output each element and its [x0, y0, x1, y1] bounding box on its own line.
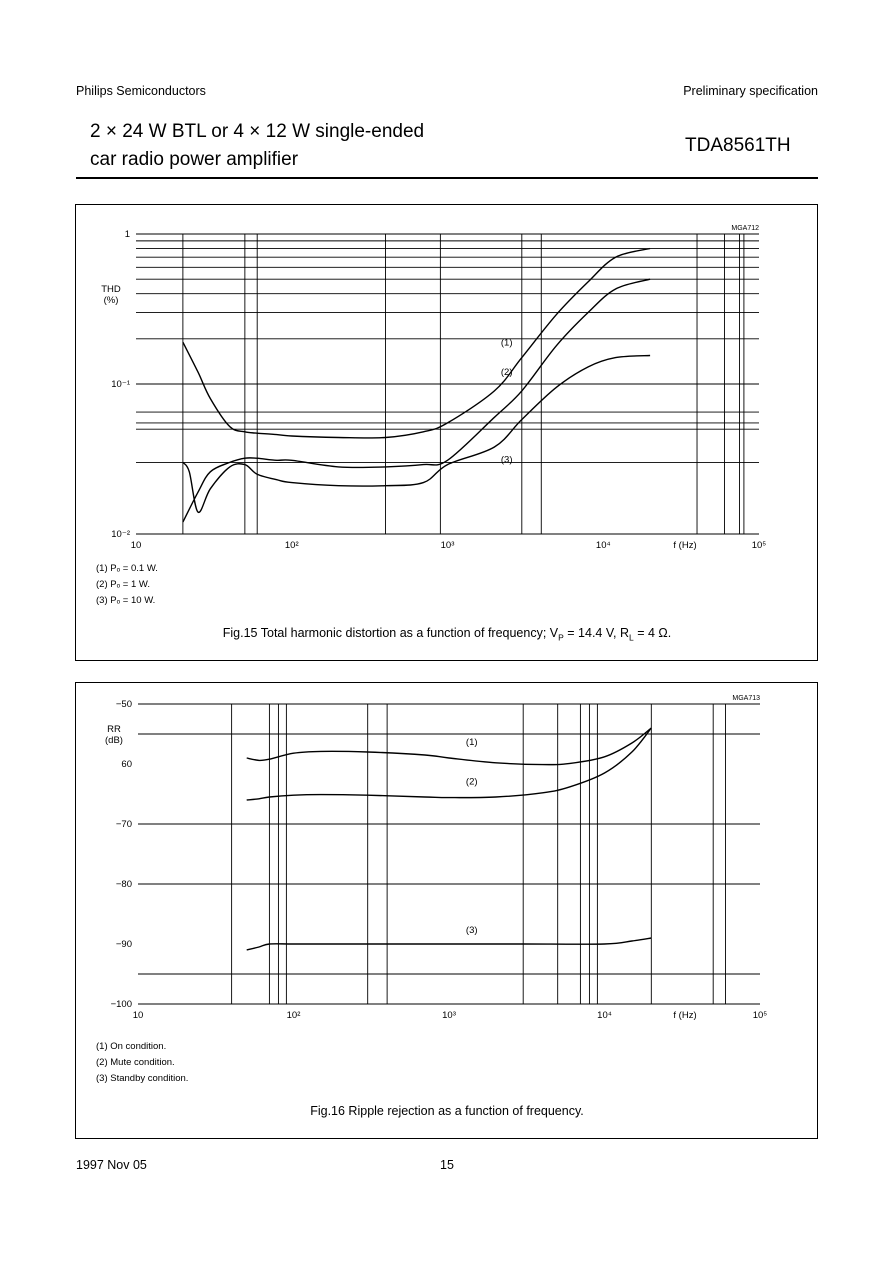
x-tick-label: 10	[130, 540, 142, 551]
y-tick-label: −50	[115, 699, 132, 710]
x-tick-label: 10⁴	[597, 1010, 612, 1021]
series-label-2: (2)	[500, 366, 513, 378]
x-tick-label: 10⁵	[752, 1010, 768, 1021]
fig16-legend-item: (2) Mute condition.	[96, 1057, 175, 1068]
part-number: TDA8561TH	[685, 135, 791, 156]
series-line-2	[183, 279, 650, 522]
page-number: 15	[440, 1158, 454, 1172]
y-tick-label: 60	[121, 759, 132, 770]
fig15-legend-item: (2) Pₒ = 1 W.	[96, 579, 151, 590]
y-tick-label: −100	[110, 999, 132, 1010]
x-tick-label: 10³	[440, 540, 455, 551]
x-tick-label: 10⁵	[751, 540, 767, 551]
series-line-1	[183, 249, 650, 438]
figure-code: MGA712	[731, 225, 759, 232]
fig16-legend-item: (1) On condition.	[96, 1041, 167, 1052]
fig15-legend-item: (1) Pₒ = 0.1 W.	[96, 563, 158, 574]
y-tick-label: −70	[115, 819, 132, 830]
document-title-line2: car radio power amplifier	[90, 149, 299, 170]
series-label-2: (2)	[465, 776, 478, 788]
y-axis-label: THD	[101, 284, 121, 295]
company-name: Philips Semiconductors	[76, 84, 206, 98]
x-tick-label: 10³	[442, 1010, 456, 1021]
y-tick-label: 1	[124, 229, 130, 240]
figure-code: MGA713	[732, 695, 760, 702]
thd-chart	[75, 204, 818, 661]
x-axis-label: f (Hz)	[673, 540, 697, 551]
series-label-3: (3)	[500, 454, 513, 466]
y-tick-label: −80	[115, 879, 132, 890]
fig16-legend-item: (3) Standby condition.	[96, 1073, 189, 1084]
x-tick-label: 10	[132, 1010, 144, 1021]
series-label-3: (3)	[465, 925, 478, 937]
y-tick-label: 10⁻²	[111, 529, 130, 540]
fig16-caption: Fig.16 Ripple rejection as a function of frequency.	[310, 1104, 584, 1118]
y-axis-label: RR	[107, 724, 121, 735]
series-line-3	[247, 938, 652, 950]
series-line-1	[247, 728, 652, 765]
x-axis-label: f (Hz)	[673, 1010, 697, 1021]
y-tick-label: 10⁻¹	[111, 379, 130, 390]
series-line-2	[247, 728, 652, 800]
ripple-rejection-chart	[75, 682, 818, 1139]
footer-date: 1997 Nov 05	[76, 1158, 147, 1172]
y-axis-label: (%)	[103, 295, 119, 306]
series-label-1: (1)	[465, 736, 478, 748]
document-title-line1: 2 × 24 W BTL or 4 × 12 W single-ended	[90, 121, 425, 142]
header-divider	[76, 177, 818, 179]
x-tick-label: 10²	[284, 540, 299, 551]
x-tick-label: 10²	[286, 1010, 301, 1021]
fig15-caption: Fig.15 Total harmonic distortion as a function of frequency; $V_P = 14.4$ V, $R_L = 4$ Ω.	[222, 626, 672, 643]
y-axis-label: (dB)	[105, 735, 123, 746]
fig15-legend-item: (3) Pₒ = 10 W.	[96, 595, 156, 606]
series-label-1: (1)	[500, 337, 513, 349]
y-tick-label: −90	[115, 939, 132, 950]
x-tick-label: 10⁴	[595, 540, 611, 551]
document-type: Preliminary specification	[683, 84, 818, 98]
